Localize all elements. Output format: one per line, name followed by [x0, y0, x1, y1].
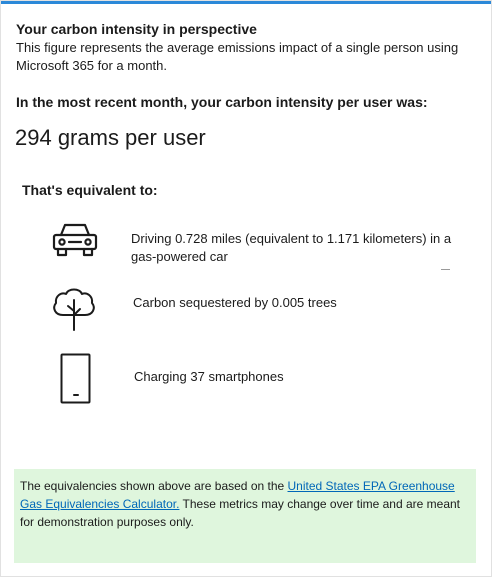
note-suffix: These metrics may change over time and are meant for demonstration purposes only. — [20, 497, 460, 529]
row-separator — [441, 269, 450, 270]
carbon-intensity-value: 294 grams per user — [15, 125, 206, 150]
card-subtitle: This figure represents the average emissions impact of a single person using Microsoft 365 for a month. — [16, 40, 459, 73]
tree-icon — [49, 284, 99, 334]
equivalency-trees-text: Carbon sequestered by 0.005 trees — [133, 295, 337, 310]
equivalency-smartphones-text: Charging 37 smartphones — [134, 369, 284, 384]
card-title: Your carbon intensity in perspective — [16, 21, 257, 37]
card-accent-bar — [1, 1, 491, 4]
equivalent-heading: That's equivalent to: — [22, 182, 158, 198]
epa-disclaimer-note — [14, 469, 476, 563]
smartphone-icon — [60, 353, 92, 405]
car-icon — [51, 220, 99, 260]
recent-month-heading: In the most recent month, your carbon intensity per user was: — [16, 94, 428, 110]
epa-calculator-link[interactable]: United States EPA Greenhouse Gas Equivalencies Calculator. — [20, 479, 455, 511]
equivalency-driving-text: Driving 0.728 miles (equivalent to 1.171 kilometers) in a gas-powered car — [131, 231, 452, 264]
note-prefix: The equivalencies shown above are based on the — [20, 479, 288, 493]
